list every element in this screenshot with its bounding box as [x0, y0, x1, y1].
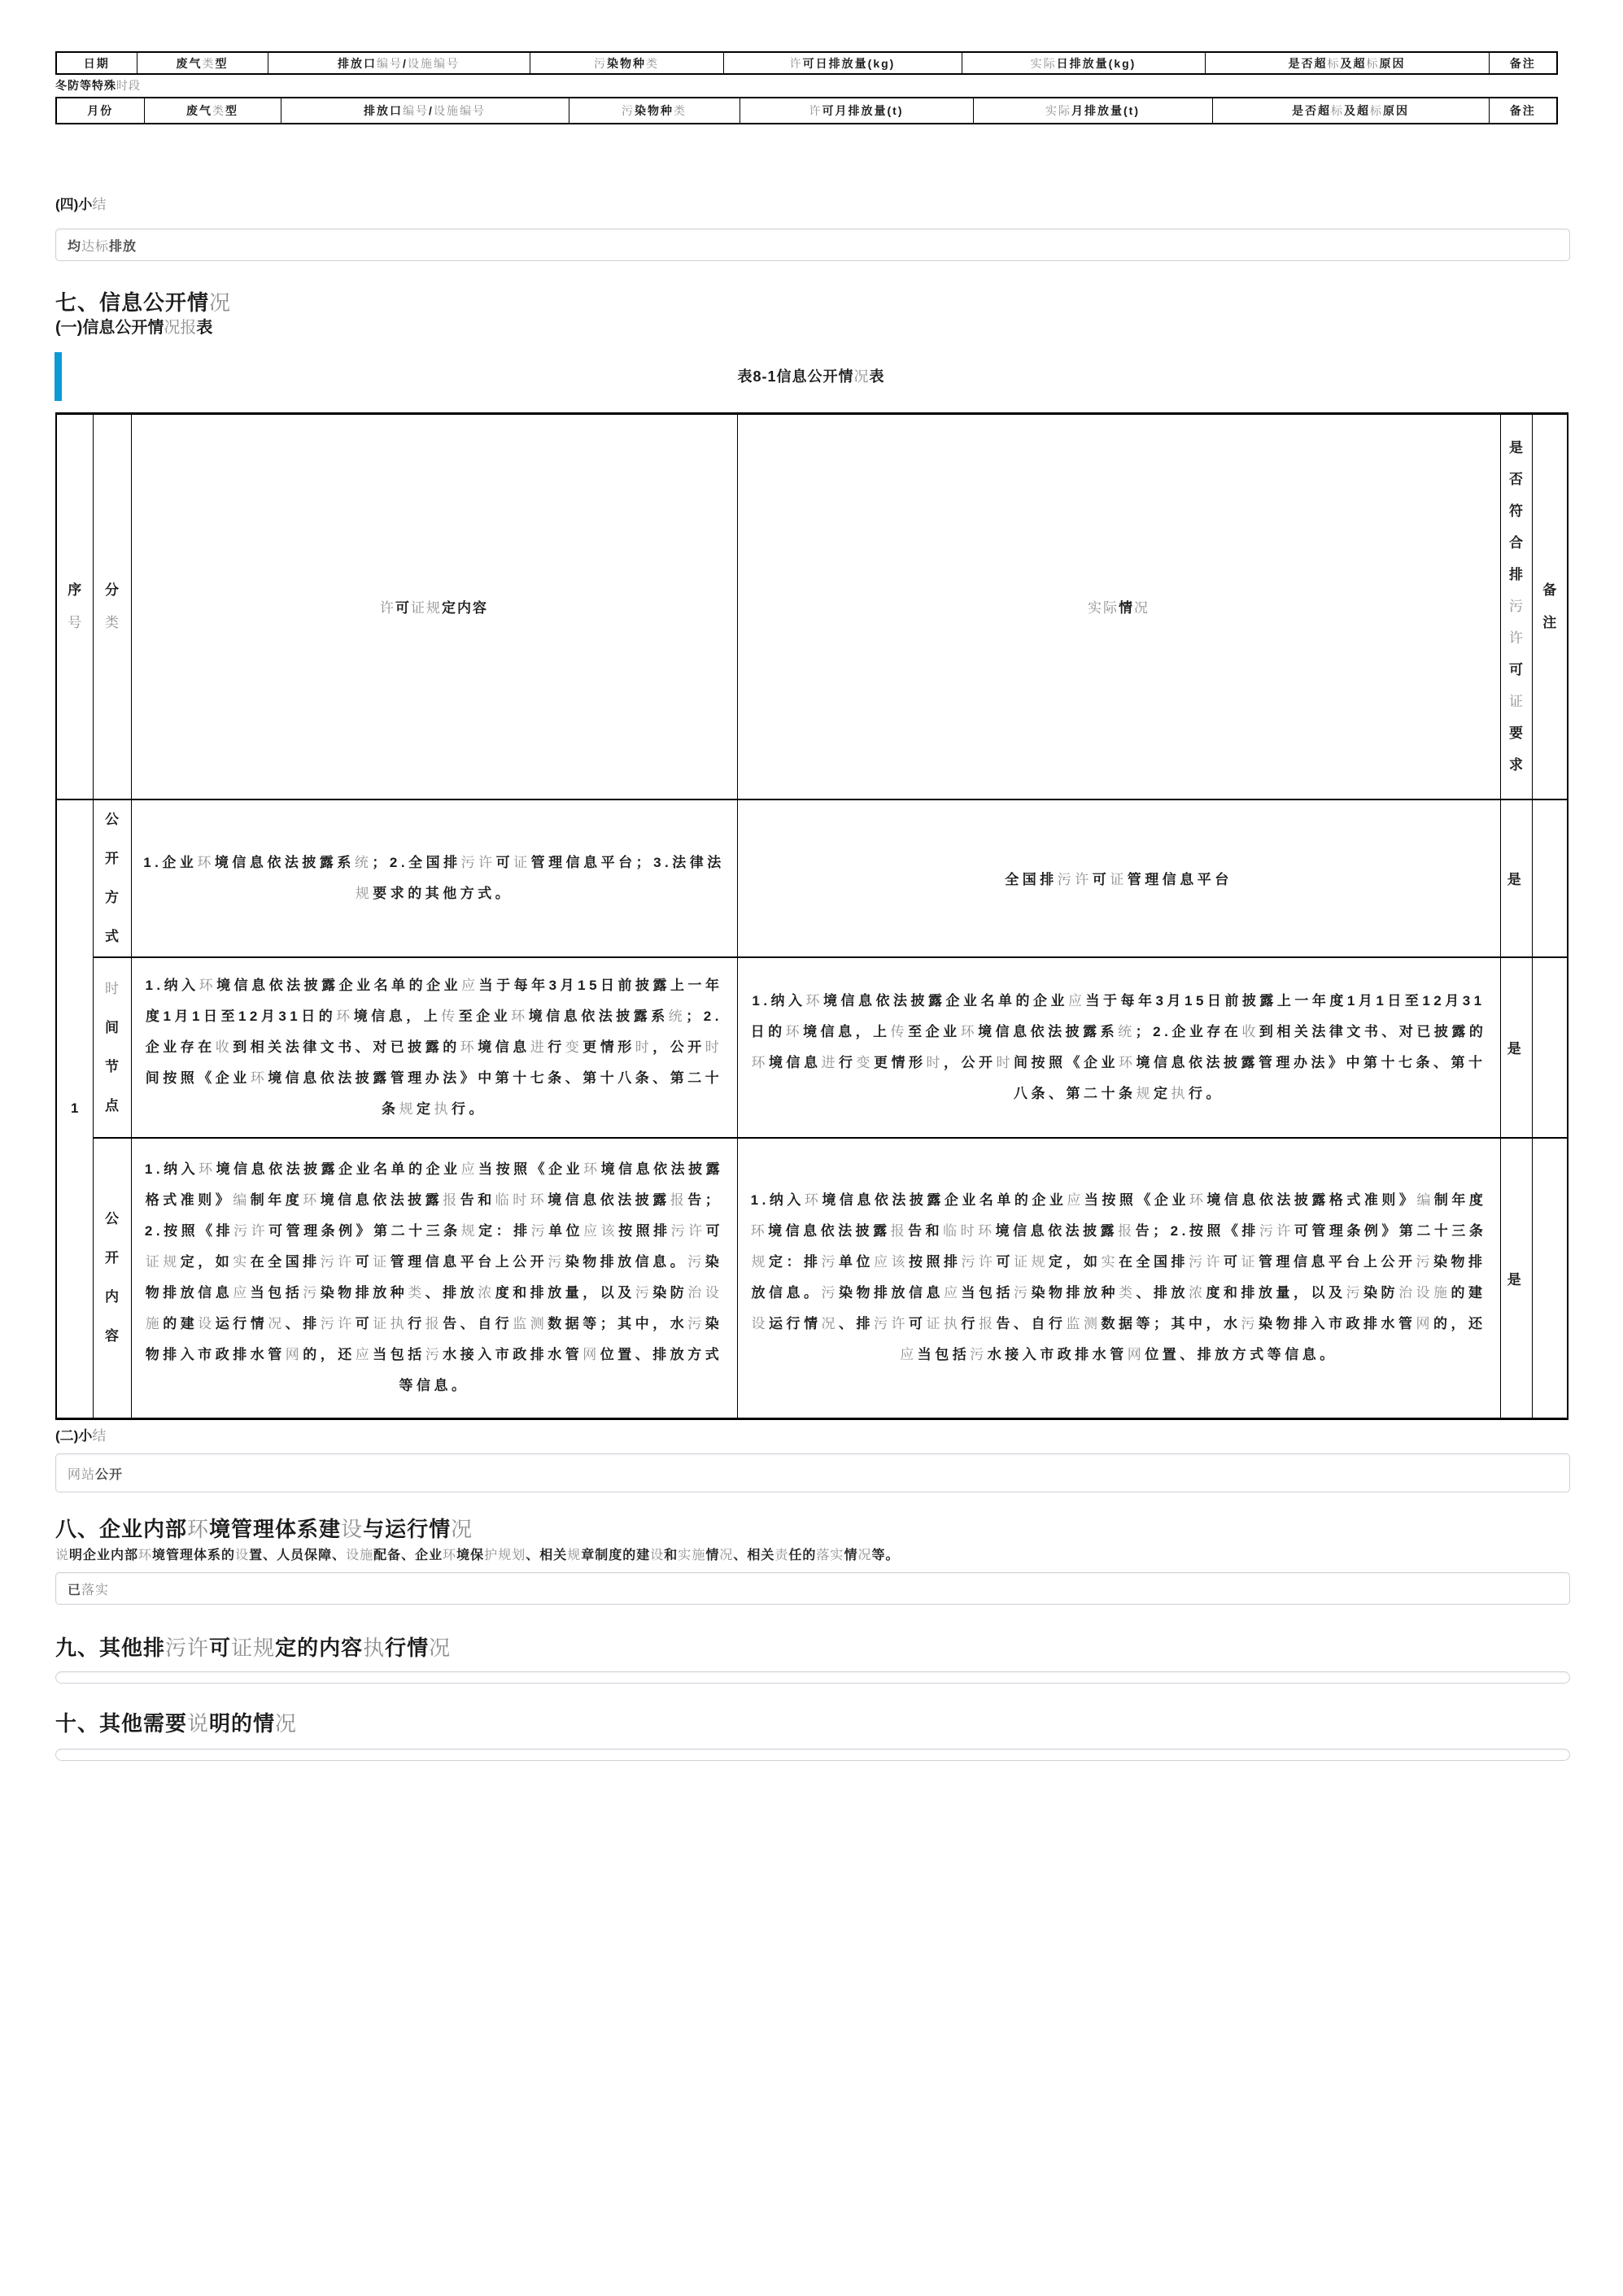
col-header-date: 日期	[56, 52, 137, 74]
category-cell: 公开方式	[93, 799, 131, 957]
section10-title: 十、其他需要说明的情况	[55, 1711, 298, 1736]
accent-bar	[55, 352, 62, 401]
col-header-actual-daily: 实际日排放量(kg)	[962, 52, 1205, 74]
remark-cell	[1532, 957, 1568, 1138]
section7-title: 七、信息公开情况	[55, 290, 232, 315]
compliance-cell: 是	[1500, 1138, 1532, 1419]
table-row	[56, 52, 1557, 74]
table-header-row	[56, 414, 1568, 799]
daily-emission-table	[55, 51, 1558, 75]
col-header-remark: 备注	[1489, 98, 1557, 124]
summary4-value: 均达标排放	[68, 239, 137, 254]
header-category: 分类	[93, 414, 131, 799]
section9-input[interactable]	[55, 1671, 1570, 1684]
summary4-label: (四)小结	[55, 197, 107, 212]
compliance-cell: 是	[1500, 799, 1532, 957]
table-row	[56, 1138, 1568, 1419]
table-row	[56, 957, 1568, 1138]
permit-content-cell: 1.纳入环境信息依法披露企业名单的企业应当按照《企业环境信息依法披露格式准则》编制年度环境信息依法披露报告和临时环境信息依法披露报告；2.按照《排污许可管理条例》第二十三条规定：排污单位应该按照排污许可证规定，如实在全国排污许可证管理信息平台上公开污染物排放信息。污染物排放信息应当包括污染物排放种类、排放浓度和排放量，以及污染防治设施的建设运行情况、排污许可证执行报告、自行监测数据等；其中，水污染物排入市政排水管网的，还应当包括污水接入市政排水管网位置、排放方式等信息。	[131, 1138, 737, 1419]
col-header-exceedance: 是否超标及超标原因	[1212, 98, 1489, 124]
section10-input[interactable]	[55, 1749, 1570, 1761]
summary4-input[interactable]	[55, 229, 1570, 261]
actual-situation-cell: 1.纳入环境信息依法披露企业名单的企业应当于每年3月15日前披露上一年度1月1日至12月31日的环境信息，上传至企业环境信息依法披露系统；2.企业存在收到相关法律文书、对已披露的环境信息进行变更情形时，公开时间按照《企业环境信息依法披露管理办法》中第十七条、第十八条、第二十条规定执行。	[737, 957, 1500, 1138]
section7-subtitle: (一)信息公开情况报表	[55, 319, 213, 337]
header-compliance: 是否符合排污许可证要求	[1500, 414, 1532, 799]
section9-title: 九、其他排污许可证规定的内容执行情况	[55, 1636, 452, 1660]
col-header-exceedance: 是否超标及超标原因	[1205, 52, 1489, 74]
col-header-permitted-monthly: 许可月排放量(t)	[740, 98, 973, 124]
serial-cell: 1	[56, 799, 93, 1419]
special-period-label: 冬防等特殊时段	[55, 79, 141, 92]
col-header-remark: 备注	[1489, 52, 1557, 74]
col-header-permitted-daily: 许可日排放量(kg)	[723, 52, 962, 74]
permit-content-cell: 1.纳入环境信息依法披露企业名单的企业应当于每年3月15日前披露上一年度1月1日至12月31日的环境信息，上传至企业环境信息依法披露系统；2.企业存在收到相关法律文书、对已披露的环境信息进行变更情形时，公开时间按照《企业环境信息依法披露管理办法》中第十七条、第十八条、第二十条规定执行。	[131, 957, 737, 1138]
remark-cell	[1532, 1138, 1568, 1419]
col-header-outlet-id: 排放口编号/设施编号	[281, 98, 569, 124]
header-serial: 序号	[56, 414, 93, 799]
col-header-actual-monthly: 实际月排放量(t)	[973, 98, 1212, 124]
actual-situation-cell: 全国排污许可证管理信息平台	[737, 799, 1500, 957]
col-header-pollutant: 污染物种类	[569, 98, 740, 124]
category-cell: 公开内容	[93, 1138, 131, 1419]
header-permit-content: 许可证规定内容	[131, 414, 737, 799]
header-actual-situation: 实际情况	[737, 414, 1500, 799]
summary2-label: (二)小结	[55, 1428, 107, 1444]
col-header-pollutant: 污染物种类	[530, 52, 723, 74]
section8-input[interactable]	[55, 1572, 1570, 1605]
col-header-gas-type: 废气类型	[144, 98, 281, 124]
table-row	[56, 799, 1568, 957]
remark-cell	[1532, 799, 1568, 957]
summary2-input[interactable]	[55, 1453, 1570, 1492]
actual-situation-cell: 1.纳入环境信息依法披露企业名单的企业应当按照《企业环境信息依法披露格式准则》编制年度环境信息依法披露报告和临时环境信息依法披露报告；2.按照《排污许可管理条例》第二十三条规定：排污单位应该按照排污许可证规定，如实在全国排污许可证管理信息平台上公开污染物排放信息。污染物排放信息应当包括污染物排放种类、排放浓度和排放量，以及污染防治设施的建设运行情况、排污许可证执行报告、自行监测数据等；其中，水污染物排入市政排水管网的，还应当包括污水接入市政排水管网位置、排放方式等信息。	[737, 1138, 1500, 1419]
info-table-caption: 表8-1信息公开情况表	[737, 368, 885, 385]
header-remark: 备注	[1532, 414, 1568, 799]
summary2-value: 网站公开	[68, 1467, 124, 1482]
section8-value: 已落实	[68, 1583, 110, 1597]
section8-title: 八、企业内部环境管理体系建设与运行情况	[55, 1517, 473, 1541]
table-row	[56, 98, 1557, 124]
section8-description: 说明企业内部环境管理体系的设置、人员保障、设施配备、企业环境保护规划、相关规章制度的建设和实施情况、相关责任的落实情况等。	[55, 1549, 900, 1562]
table-caption-block	[55, 351, 1567, 402]
permit-content-cell: 1.企业环境信息依法披露系统；2.全国排污许可证管理信息平台；3.法律法规要求的其他方式。	[131, 799, 737, 957]
col-header-month: 月份	[56, 98, 144, 124]
col-header-gas-type: 废气类型	[137, 52, 268, 74]
category-cell: 时间节点	[93, 957, 131, 1138]
info-disclosure-table	[55, 412, 1568, 1420]
col-header-outlet-id: 排放口编号/设施编号	[268, 52, 530, 74]
compliance-cell: 是	[1500, 957, 1532, 1138]
monthly-emission-table	[55, 97, 1558, 124]
